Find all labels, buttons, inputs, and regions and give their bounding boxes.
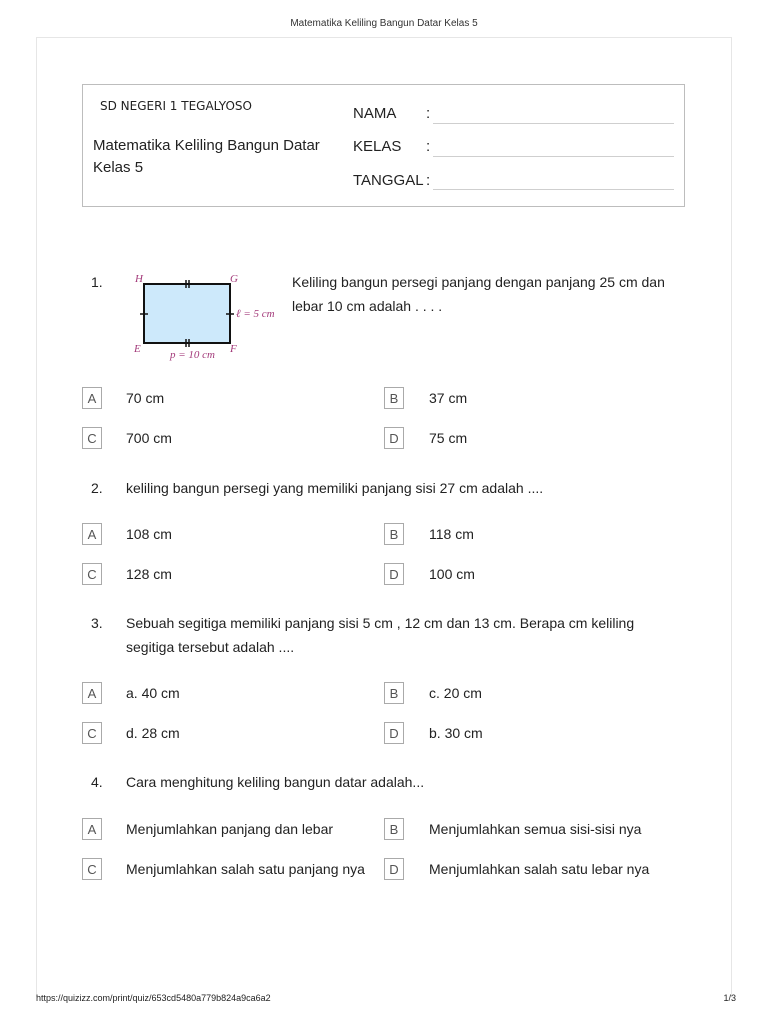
question-1-number: 1. xyxy=(91,274,103,290)
q2-option-b-text[interactable]: 118 cm xyxy=(429,526,474,542)
q1-option-d-box[interactable]: D xyxy=(384,427,404,449)
question-3-text: Sebuah segitiga memiliki panjang sisi 5 cm , 12 cm dan 13 cm. Berapa cm keliling segitiga tersebut adalah .... xyxy=(126,615,635,655)
question-1-text: Keliling bangun persegi panjang dengan panjang 25 cm dan lebar 10 cm adalah . . . . xyxy=(292,274,665,314)
question-2-text: keliling bangun persegi yang memiliki panjang sisi 27 cm adalah .... xyxy=(126,480,544,496)
length-label: p = 10 cm xyxy=(170,349,215,361)
q1-option-c-box[interactable]: C xyxy=(82,427,102,449)
q2-option-b-box[interactable]: B xyxy=(384,523,404,545)
q3-option-a-text[interactable]: a. 40 cm xyxy=(126,685,180,701)
q4-option-b-text[interactable]: Menjumlahkan semua sisi-sisi nya xyxy=(429,821,642,837)
class-field[interactable] xyxy=(433,156,674,157)
name-field[interactable] xyxy=(433,123,674,124)
q3-option-a-box[interactable]: A xyxy=(82,682,102,704)
q3-option-c-text[interactable]: d. 28 cm xyxy=(126,725,180,741)
q4-option-a-text[interactable]: Menjumlahkan panjang dan lebar xyxy=(126,821,334,837)
q3-option-b-text[interactable]: c. 20 cm xyxy=(429,685,482,701)
q1-option-c-text[interactable]: 700 cm xyxy=(126,430,172,446)
corner-e-label: E xyxy=(134,343,141,355)
q2-option-a-box[interactable]: A xyxy=(82,523,102,545)
q2-option-c-box[interactable]: C xyxy=(82,563,102,585)
q1-option-a-box[interactable]: A xyxy=(82,387,102,409)
class-label: KELAS xyxy=(353,138,402,155)
width-label: ℓ = 5 cm xyxy=(236,308,275,320)
rectangle-figure xyxy=(132,268,282,363)
q1-option-b-text[interactable]: 37 cm xyxy=(429,390,468,406)
q3-option-d-text[interactable]: b. 30 cm xyxy=(429,725,483,741)
q1-option-b-box[interactable]: B xyxy=(384,387,404,409)
q2-option-d-box[interactable]: D xyxy=(384,563,404,585)
question-2-number: 2. xyxy=(91,480,103,496)
corner-g-label: G xyxy=(230,273,238,285)
page-number: 1/3 xyxy=(723,993,736,1003)
q3-option-b-box[interactable]: B xyxy=(384,682,404,704)
date-label: TANGGAL xyxy=(353,172,424,189)
q2-option-d-text[interactable]: 100 cm xyxy=(429,566,475,582)
school-name: SD NEGERI 1 TEGALYOSO xyxy=(100,99,252,113)
q4-option-b-box[interactable]: B xyxy=(384,818,404,840)
question-3-number: 3. xyxy=(91,615,103,631)
q4-option-d-box[interactable]: D xyxy=(384,858,404,880)
student-info-box xyxy=(82,84,685,207)
q2-option-a-text[interactable]: 108 cm xyxy=(126,526,172,542)
q2-option-c-text[interactable]: 128 cm xyxy=(126,566,172,582)
name-label: NAMA xyxy=(353,105,397,122)
subject-title: Matematika Keliling Bangun Datar Kelas 5 xyxy=(93,137,320,176)
q1-option-a-text[interactable]: 70 cm xyxy=(126,390,165,406)
corner-h-label: H xyxy=(135,273,143,285)
class-colon: : xyxy=(426,138,431,155)
q4-option-a-box[interactable]: A xyxy=(82,818,102,840)
name-colon: : xyxy=(426,105,431,122)
q1-option-d-text[interactable]: 75 cm xyxy=(429,430,468,446)
q4-option-d-text[interactable]: Menjumlahkan salah satu lebar nya xyxy=(429,861,650,877)
footer-url: https://quizizz.com/print/quiz/653cd5480a779b824a9ca6a2 xyxy=(36,993,271,1003)
question-4-text: Cara menghitung keliling bangun datar adalah... xyxy=(126,774,425,790)
q4-option-c-text[interactable]: Menjumlahkan salah satu panjang nya xyxy=(126,861,365,877)
corner-f-label: F xyxy=(230,343,237,355)
q3-option-c-box[interactable]: C xyxy=(82,722,102,744)
date-colon: : xyxy=(426,172,431,189)
rectangle-shape xyxy=(144,284,230,343)
question-4-number: 4. xyxy=(91,774,103,790)
q3-option-d-box[interactable]: D xyxy=(384,722,404,744)
q4-option-c-box[interactable]: C xyxy=(82,858,102,880)
date-field[interactable] xyxy=(433,189,674,190)
print-header-title: Matematika Keliling Bangun Datar Kelas 5 xyxy=(290,18,478,29)
